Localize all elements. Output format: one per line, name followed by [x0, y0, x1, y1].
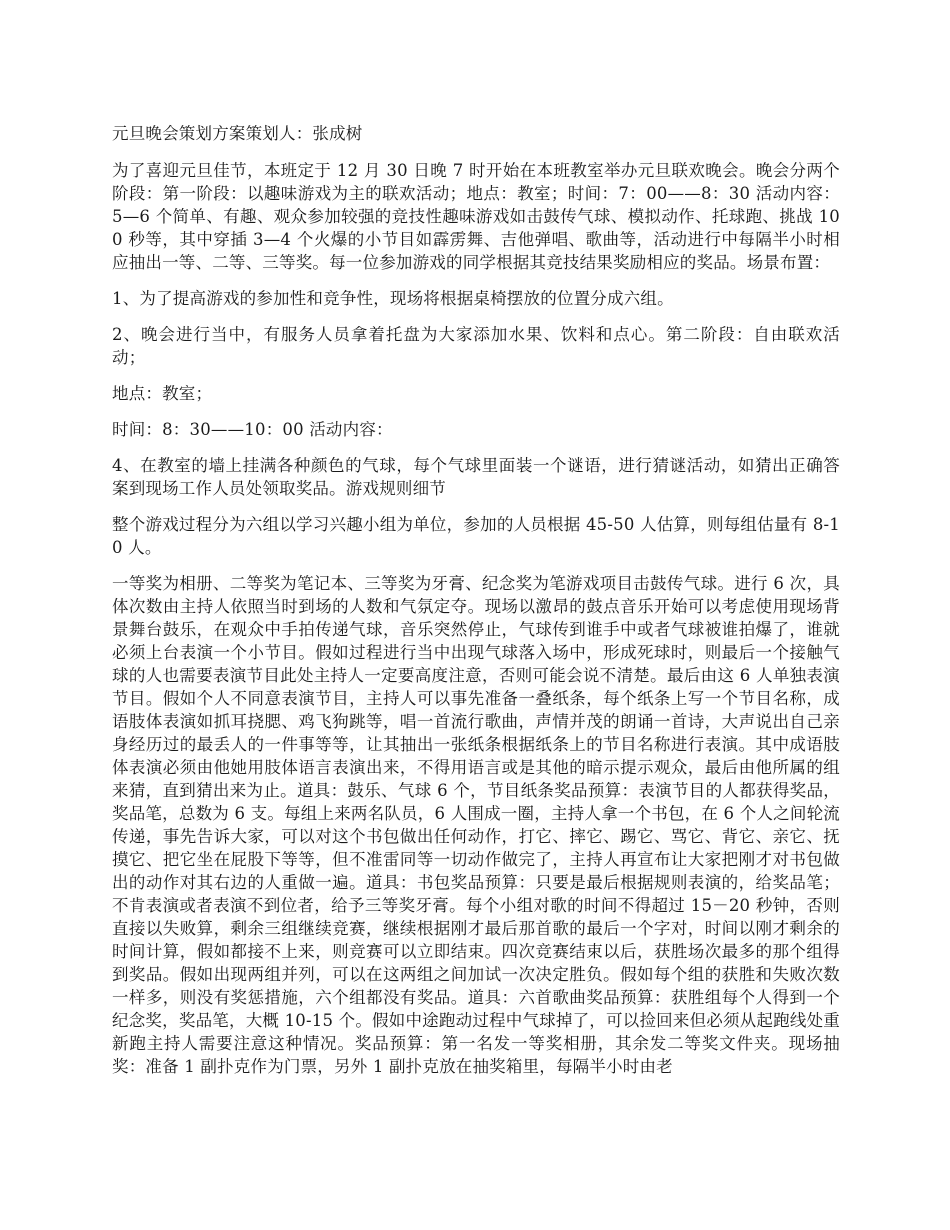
paragraph-groups: 整个游戏过程分为六组以学习兴趣小组为单位，参加的人员根据 45-50 人估算，则每组估量有 8-10 人。 [112, 515, 840, 557]
paragraph-time: 时间：8：30——10：00 活动内容： [112, 420, 393, 439]
paragraph-intro: 为了喜迎元旦佳节，本班定于 12 月 30 日晚 7 时开始在本班教室举办元旦联欢晚会。晚会分两个阶段：第一阶段：以趣味游戏为主的联欢活动；地点：教室；时间：7：00——8：30 活动内容：5—6 个简单、有趣、观众参加较强的竞技性趣味游戏如击鼓传气球、模拟动作、托球跑、挑战 100 秒等，其中穿插 3—4 个火爆的小节目如霹雳舞、吉他弹唱、歌曲等，活动进行中每隔半小时相应抽出一等、二等、三等奖。每一位参加游戏的同学根据其竞技结果奖励相应的奖品。场景布置： [112, 161, 840, 272]
paragraph-item-2: 2、晚会进行当中，有服务人员拿着托盘为大家添加水果、饮料和点心。第二阶段：自由联欢活动； [112, 325, 840, 367]
paragraph-rules: 一等奖为相册、二等奖为笔记本、三等奖为牙膏、纪念奖为笔游戏项目击鼓传气球。进行 6 次，具体次数由主持人依照当时到场的人数和气氛定夺。现场以激昂的鼓点音乐开始可以考虑使用现场背景舞台鼓乐，在观众中手拍传递气球，音乐突然停止，气球传到谁手中或者气球被谁拍爆了，谁就必须上台表演一个小节目。假如过程进行当中出现气球落入场中，形成死球时，则最后一个接触气球的人也需要表演节目此处主持人一定要高度注意，否则可能会说不清楚。最后由这 6 人单独表演节目。假如个人不同意表演节目，主持人可以事先准备一叠纸条，每个纸条上写一个节目名称，成语肢体表演如抓耳挠腮、鸡飞狗跳等，唱一首流行歌曲，声情并茂的朗诵一首诗，大声说出自己亲身经历过的最丢人的一件事等等，让其抽出一张纸条根据纸条上的节目名称进行表演。其中成语肢体表演必须由他她用肢体语言表演出来，不得用语言或是其他的暗示提示观众，最后由他所属的组来猜，直到猜出来为止。道具：鼓乐、气球 6 个，节目纸条奖品预算：表演节目的人都获得奖品，奖品笔，总数为 6 支。每组上来两名队员，6 人围成一圈，主持人拿一个书包，在 6 个人之间轮流传递，事先告诉大家，可以对这个书包做出任何动作，打它、摔它、踢它、骂它、背它、亲它、抚摸它、把它坐在屁股下等等，但不准雷同等一切动作做完了，主持人再宣布让大家把刚才对书包做出的动作对其右边的人重做一遍。道具：书包奖品预算：只要是最后根据规则表演的，给奖品笔；不肯表演或者表演不到位者，给予三等奖牙膏。每个小组对歌的时间不得超过 15－20 秒钟，否则直接以失败算，剩余三组继续竞赛，继续根据刚才最后那首歌的最后一个字对，时间以刚才剩余的时间计算，假如都接不上来，则竞赛可以立即结束。四次竞赛结束以后，获胜场次最多的那个组得到奖品。假如出现两组并列，可以在这两组之间加试一次决定胜负。假如每个组的获胜和失败次数一样多，则没有奖惩措施，六个组都没有奖品。道具：六首歌曲奖品预算：获胜组每个人得到一个纪念奖，奖品笔，大概 10-15 个。假如中途跑动过程中气球掉了，可以捡回来但必须从起跑线处重新跑主持人需要注意这种情况。奖品预算：第一名发一等奖相册，其余发二等奖文件夹。现场抽奖：准备 1 副扑克作为门票，另外 1 副扑克放在抽奖箱里，每隔半小时由老 [112, 574, 840, 1076]
paragraph-location: 地点：教室； [112, 384, 213, 403]
document-body [112, 122, 840, 1091]
paragraph-item-4: 4、在教室的墙上挂满各种颜色的气球，每个气球里面装一个谜语，进行猜谜活动，如猜出正确答案到现场工作人员处领取奖品。游戏规则细节 [112, 456, 840, 498]
document-title: 元旦晚会策划方案策划人：张成树 [112, 124, 363, 143]
paragraph-item-1: 1、为了提高游戏的参加性和竞争性，现场将根据桌椅摆放的位置分成六组。 [112, 289, 674, 308]
